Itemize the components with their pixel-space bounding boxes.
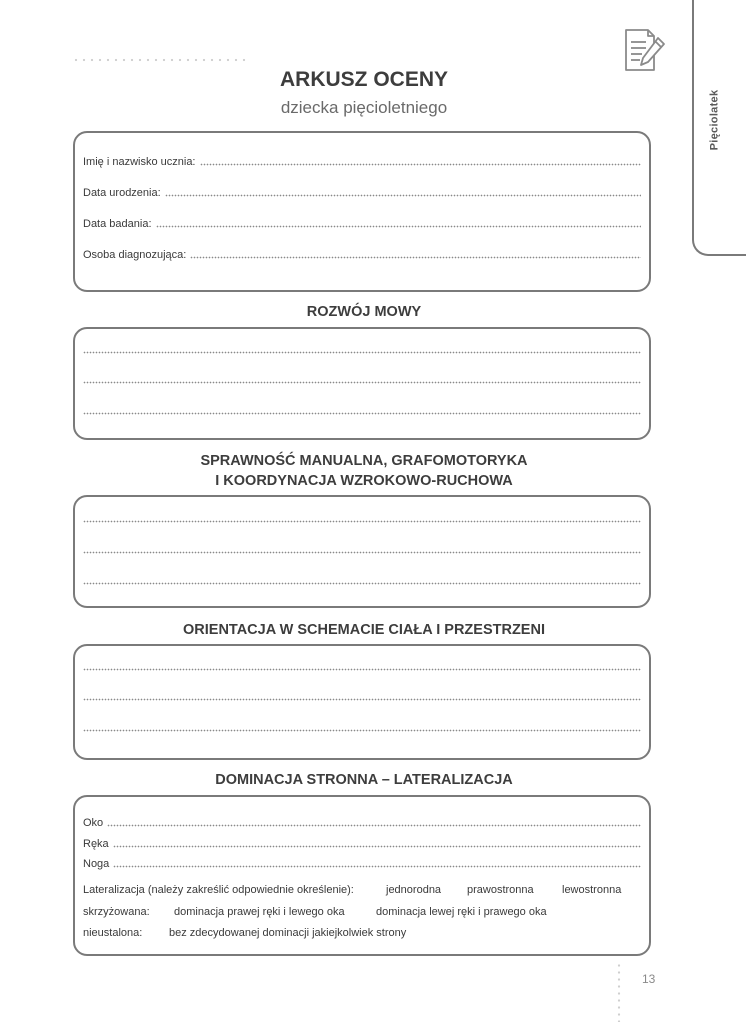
fill-line: [165, 194, 641, 197]
fill-line[interactable]: [83, 668, 641, 671]
page-title: ARKUSZ OCENY: [279, 68, 448, 91]
field-label: Osoba diagnozująca:: [83, 249, 187, 261]
section-heading-lateralization: DOMINACJA STRONNA – LATERALIZACJA: [215, 772, 513, 788]
option-homogeneous[interactable]: jednorodna: [386, 884, 442, 896]
student-info-box: [73, 131, 651, 292]
page-subtitle: dziecka pięcioletniego: [280, 98, 448, 117]
birth-date-field[interactable]: [83, 185, 641, 199]
examiner-field[interactable]: [83, 247, 641, 261]
crossed-label: skrzyżowana:: [83, 906, 150, 918]
eye-field[interactable]: [83, 815, 641, 829]
option-right[interactable]: prawostronna: [467, 884, 534, 896]
option-crossed-a[interactable]: dominacja prawej ręki i lewego oka: [174, 906, 345, 918]
document-pencil-icon: [620, 26, 668, 74]
field-label: Noga: [83, 858, 110, 870]
fill-line[interactable]: [83, 729, 641, 732]
field-label: Oko: [83, 817, 104, 829]
fill-line[interactable]: [83, 551, 641, 554]
option-left[interactable]: lewostronna: [562, 884, 622, 896]
page-number: 13: [642, 972, 656, 986]
side-tab-label: [701, 84, 727, 156]
lateralization-box: [73, 795, 651, 956]
side-tab-text: Pięciolatek: [708, 89, 720, 151]
section-heading-speech: ROZWÓJ MOWY: [306, 304, 422, 320]
fill-line: [107, 824, 641, 827]
unsettled-label: nieustalona:: [83, 927, 143, 939]
fill-line[interactable]: [83, 698, 641, 701]
option-crossed-b[interactable]: dominacja lewej ręki i prawego oka: [376, 906, 547, 918]
hand-field[interactable]: [83, 836, 641, 850]
exam-date-field[interactable]: [83, 216, 641, 230]
decorative-dots-bottom: [617, 962, 621, 1022]
fill-line[interactable]: [83, 520, 641, 523]
decorative-dots-top: [72, 58, 250, 62]
field-label: Data badania:: [83, 218, 152, 230]
heading-line-2: I KOORDYNACJA WZROKOWO-RUCHOWA: [215, 473, 513, 489]
fill-line[interactable]: [83, 381, 641, 384]
fill-line[interactable]: [83, 412, 641, 415]
fill-line: [156, 225, 642, 228]
section-heading-manual: [0, 451, 728, 491]
speech-box: [73, 327, 651, 440]
fill-line: [113, 845, 641, 848]
option-unsettled[interactable]: bez zdecydowanej dominacji jakiejkolwiek strony: [169, 927, 407, 939]
heading-line-1: SPRAWNOŚĆ MANUALNA, GRAFOMOTORYKA: [200, 453, 528, 469]
section-heading-orientation: ORIENTACJA W SCHEMACIE CIAŁA I PRZESTRZENI: [183, 622, 545, 638]
fill-line: [113, 865, 641, 868]
fill-line[interactable]: [83, 582, 641, 585]
field-label: Imię i nazwisko ucznia:: [83, 156, 196, 168]
field-label: Data urodzenia:: [83, 187, 161, 199]
field-label: Ręka: [83, 838, 109, 850]
leg-field[interactable]: [83, 856, 641, 870]
orientation-box: [73, 644, 651, 760]
student-name-field[interactable]: [83, 154, 641, 168]
fill-line[interactable]: [83, 351, 641, 354]
fill-line: [190, 256, 641, 259]
lateralization-label: Lateralizacja (należy zakreślić odpowiednie określenie):: [83, 884, 354, 896]
fill-line: [200, 163, 642, 166]
manual-box: [73, 495, 651, 608]
